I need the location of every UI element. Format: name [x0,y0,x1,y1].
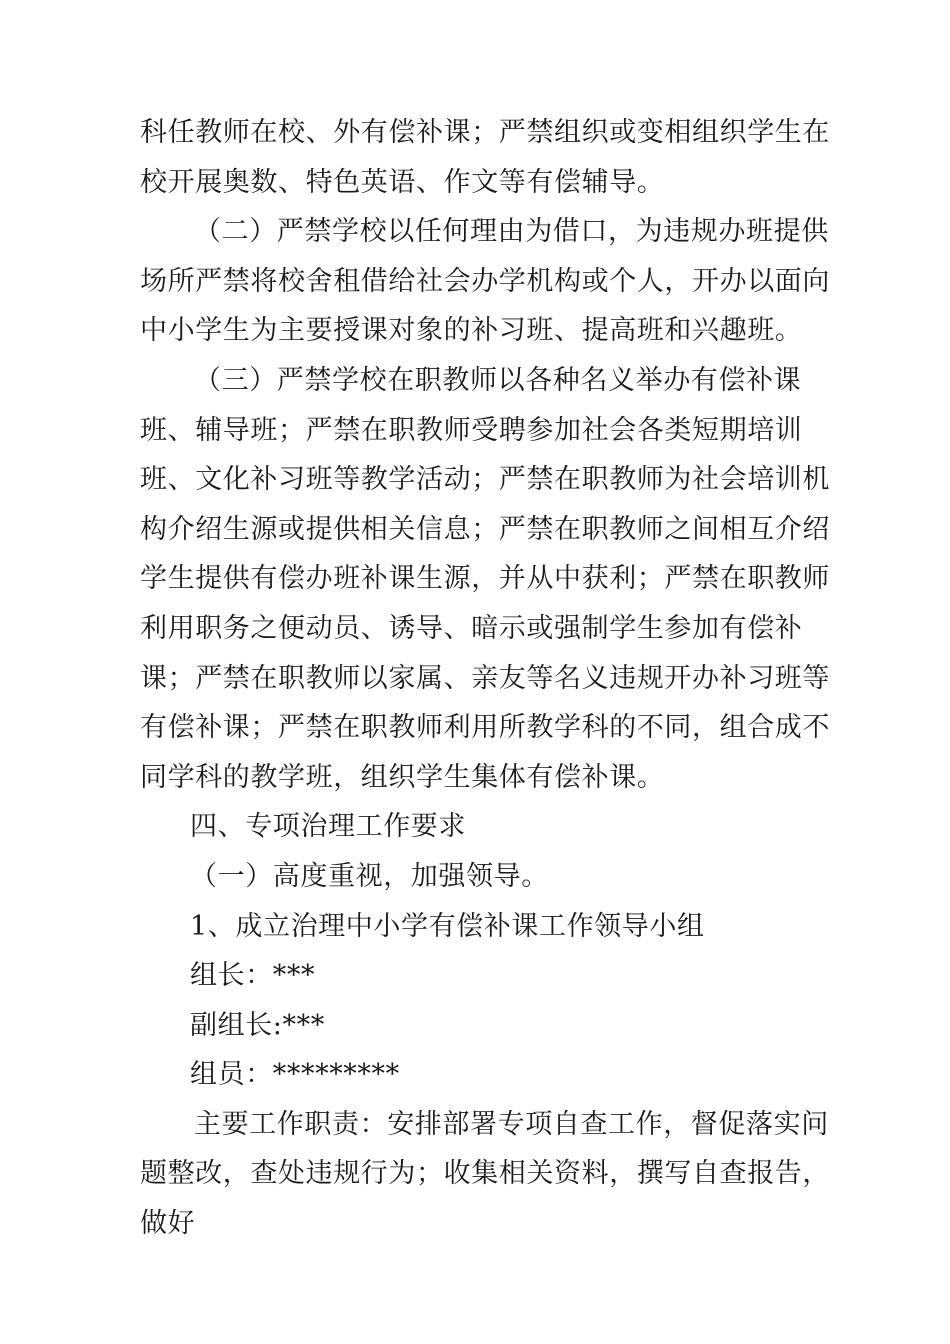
subsection-heading: （一）高度重视，加强领导。 [190,860,549,892]
paragraph-continued: 科任教师在校、外有偿补课；严禁组织或变相组织学生在校开展奥数、特色英语、作文等有偿辅导。 [140,117,830,198]
paragraph-item-3: （三）严禁学校在职教师以各种名义举办有偿补课班、辅导班；严禁在职教师受聘参加社会各类短期培训班、文化补习班等教学活动；严禁在职教师为社会培训机构介绍生源或提供相关信息；严禁在职教师之间相互介绍学生提供有偿办班补课生源，并从中获利；严禁在职教师利用职务之便动员、诱导、暗示或强制学生参加有偿补课；严禁在职教师以家属、亲友等名义违规开办补习班等有偿补课；严禁在职教师利用所教学科的不同，组合成不同学科的教学班，组织学生集体有偿补课。 [140,364,830,793]
paragraph-item-2: （二）严禁学校以任何理由为借口，为违规办班提供场所严禁将校舍租借给社会办学机构或个人，开办以面向中小学生为主要授课对象的补习班、提高班和兴趣班。 [140,216,830,347]
document-body [140,108,830,1249]
numbered-item: 1、成立治理中小学有偿补课工作领导小组 [190,910,705,942]
deputy-leader-line: 副组长:*** [190,1009,325,1041]
section-heading: 四、专项治理工作要求 [190,811,466,843]
duties-paragraph: 主要工作职责：安排部署专项自查工作，督促落实问题整改，查处违规行为；收集相关资料，撰写自查报告，做好 [140,1108,830,1240]
leader-line: 组长：*** [190,960,316,992]
members-line: 组员：********* [190,1059,400,1091]
